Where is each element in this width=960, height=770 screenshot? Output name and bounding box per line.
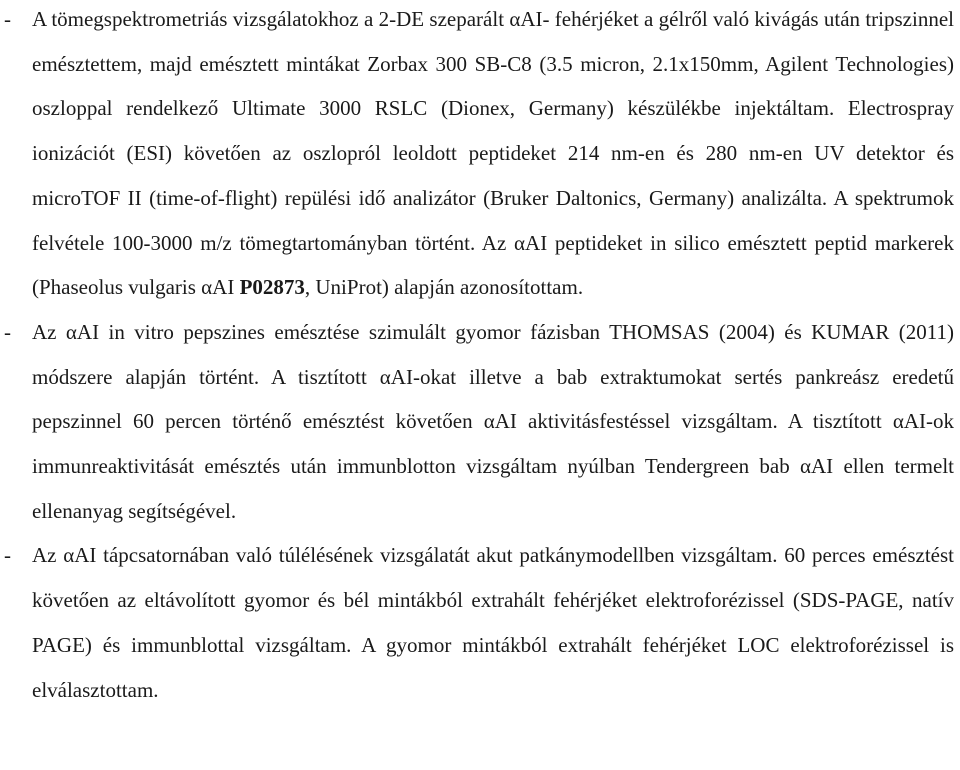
- paragraph-text-end: , UniProt) alapján azonosítottam.: [304, 275, 584, 300]
- paragraph-text: Az αAI tápcsatornában való túlélésének vizsgálatát akut patkánymodellben vizsgáltam. 60 perces emésztést követően az eltávolított gyomor és bél mintákból extrahált fehérjéket elektroforézissel (SDS-PAGE, natív PAGE) és immunblottal vizsgáltam. A gyomor mintákból extrahált fehérjéket LOC elektroforézissel is elválasztottam.: [32, 543, 954, 702]
- list-item: [0, 533, 960, 712]
- uniprot-accession: P02873: [239, 275, 305, 300]
- list-dash: -: [4, 7, 11, 31]
- list-item: [0, 310, 960, 534]
- list-item: [0, 0, 960, 310]
- paragraph-text: Az αAI in vitro pepszines emésztése szimulált gyomor fázisban THOMSAS (2004) és KUMAR (2011) módszere alapján történt. A tisztított αAI-okat illetve a bab extraktumokat sertés pankreász eredetű pepszinnel 60 percen történő emésztést követően αAI aktivitásfestéssel vizsgáltam. A tisztított αAI-ok immunreaktivitását emésztés után immunblotton vizsgáltam nyúlban Tendergreen bab αAI ellen termelt ellenanyag segítségével.: [32, 319, 954, 523]
- list-dash: -: [4, 319, 11, 344]
- paragraph-text: A tömegspektrometriás vizsgálatokhoz a 2-DE szeparált αAI- fehérjéket a gélről való kivágás után tripszinnel emésztettem, majd emésztett mintákat Zorbax 300 SB-C8 (3.5 micron, 2.1x150mm, Agilent Technologies) oszloppal rendelkező Ultimate 3000 RSLC (Dionex, Germany) készülékbe injektáltam. Electrospray ionizációt (ESI) követően az oszlopról leoldott peptideket 214 nm-en és 280 nm-en UV detektor és microTOF II (time-of-flight) repülési idő analizátor (Bruker Daltonics, Germany) analizálta. A spektrumok felvétele 100-3000 m/z tömegtartományban történt. Az αAI peptideket in silico emésztett peptid markerek (Phaseolus vulgaris αAI: [32, 7, 954, 300]
- list-dash: -: [4, 543, 11, 568]
